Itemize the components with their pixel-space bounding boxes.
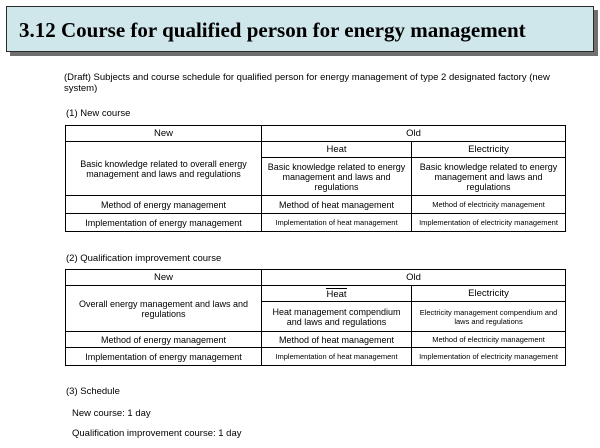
subheader-heat xyxy=(262,286,412,302)
draft-note: (Draft) Subjects and course schedule for qualified person for energy management of type 2 designated factory (new system) xyxy=(64,72,550,94)
header-old: Old xyxy=(262,126,566,142)
row2-heat: Method of heat management xyxy=(262,196,412,214)
row2-heat: Method of heat management xyxy=(262,332,412,348)
row2-new: Method of energy management xyxy=(66,196,262,214)
row3-heat: Implementation of heat management xyxy=(262,348,412,366)
row1-new: Overall energy management and laws and regulations xyxy=(66,286,262,332)
row3-heat: Implementation of heat management xyxy=(262,214,412,232)
row1-heat: Heat management compendium and laws and regulations xyxy=(262,302,412,332)
section-heading-qualification-course: (2) Qualification improvement course xyxy=(66,253,222,264)
section-heading-schedule: (3) Schedule xyxy=(66,386,120,397)
subheader-electricity: Electricity xyxy=(412,142,566,158)
row3-new: Implementation of energy management xyxy=(66,214,262,232)
qualification-course-table xyxy=(65,269,566,366)
row1-new: Basic knowledge related to overall energy management and laws and regulations xyxy=(66,142,262,196)
row2-new: Method of energy management xyxy=(66,332,262,348)
row3-new: Implementation of energy management xyxy=(66,348,262,366)
schedule-qualification-course: Qualification improvement course: 1 day xyxy=(72,428,242,439)
subheader-electricity: Electricity xyxy=(412,286,566,302)
row1-electricity: Electricity management compendium and laws and regulations xyxy=(412,302,566,332)
row1-heat: Basic knowledge related to energy management and laws and regulations xyxy=(262,158,412,196)
page-title: 3.12 Course for qualified person for energy management xyxy=(19,18,526,42)
section-heading-new-course: (1) New course xyxy=(66,108,131,119)
subheader-heat-label: Heat xyxy=(326,288,347,300)
subheader-heat: Heat xyxy=(262,142,412,158)
header-new: New xyxy=(66,126,262,142)
row2-electricity: Method of electricity management xyxy=(412,196,566,214)
new-course-table xyxy=(65,125,566,232)
row3-electricity: Implementation of electricity management xyxy=(412,348,566,366)
row1-electricity: Basic knowledge related to energy management and laws and regulations xyxy=(412,158,566,196)
header-old: Old xyxy=(262,270,566,286)
title-banner xyxy=(6,6,594,52)
row3-electricity: Implementation of electricity management xyxy=(412,214,566,232)
header-new: New xyxy=(66,270,262,286)
row2-electricity: Method of electricity management xyxy=(412,332,566,348)
schedule-new-course: New course: 1 day xyxy=(72,408,151,419)
